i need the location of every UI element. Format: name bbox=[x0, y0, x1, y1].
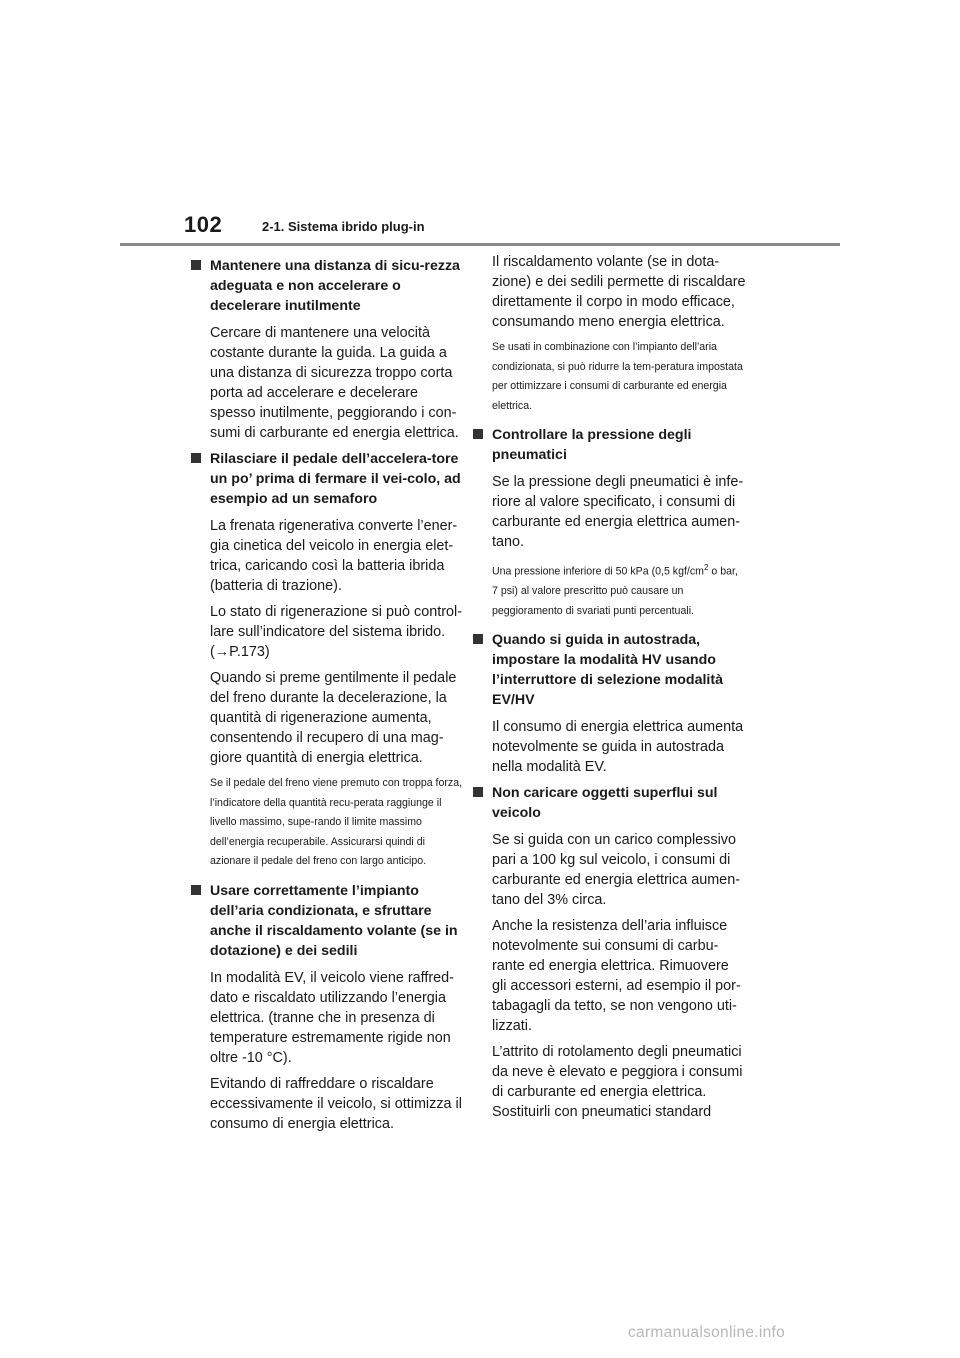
note-part: Una pressione inferiore di 50 kPa (0,5 kgf/cm bbox=[492, 565, 704, 578]
heading-distance bbox=[191, 256, 464, 316]
paragraph: La frenata rigenerativa converte l’ener-gia cinetica del veicolo in energia elet-trica, caricando così la batteria ibrida (batteria di trazione). bbox=[210, 518, 458, 594]
square-bullet-icon bbox=[473, 634, 483, 644]
heading-tire-pressure bbox=[473, 425, 746, 465]
watermark-text: carmanualsonline.info bbox=[628, 1324, 786, 1341]
square-bullet-icon bbox=[191, 885, 201, 895]
paragraph: Il riscaldamento volante (se in dota-zione) e dei sedili permette di riscaldare direttamente il corpo in modo efficace, consumando meno energia elettrica. bbox=[492, 254, 746, 330]
paragraph: In modalità EV, il veicolo viene raffred-dato e riscaldato utilizzando l’energia elettrica. (tranne che in presenza di temperature estremamente rigide non oltre -10 °C). bbox=[210, 969, 454, 1066]
note-part: o bar, 7 psi) al valore prescritto può causare un peggioramento di svariati punti percentuali. bbox=[492, 565, 738, 617]
paragraph: Se si guida con un carico complessivo pari a 100 kg sul veicolo, i consumi di carburante ed energia elettrica aumen-tano del 3% circa. bbox=[492, 832, 740, 909]
heading-highway-mode bbox=[473, 630, 746, 710]
left-column bbox=[210, 252, 464, 1140]
paragraph: Se la pressione degli pneumatici è infe-riore al valore specificato, i consumi di carburante ed energia elettrica aumen-tano. bbox=[492, 474, 744, 550]
heading-text: Mantenere una distanza di sicu-rezza adeguata e non accelerare o decelerare inutilmente bbox=[210, 258, 460, 314]
heading-load bbox=[473, 783, 746, 823]
heading-text: Usare correttamente l’impianto dell’aria condizionata, e sfruttare anche il riscaldamento volante (se in dotazione) e dei sedili bbox=[210, 882, 458, 959]
superscript: 2 bbox=[703, 563, 709, 572]
square-bullet-icon bbox=[473, 787, 483, 797]
section-title: 2-1. Sistema ibrido plug-in bbox=[262, 219, 425, 234]
paragraph: L’attrito di rotolamento degli pneumatici da neve è elevato e peggiora i consumi di carburante ed energia elettrica. Sostituirli con pneumatici standard bbox=[492, 1044, 743, 1121]
heading-text: Controllare la pressione degli pneumatici bbox=[492, 427, 692, 463]
paragraph: Lo stato di rigenerazione si può control-lare sull’indicatore del sistema ibrido. (→P.173) bbox=[210, 604, 462, 660]
paragraph: Evitando di raffreddare o riscaldare eccessivamente il veicolo, si ottimizza il consumo di energia elettrica. bbox=[210, 1075, 462, 1132]
heading-air-conditioning bbox=[191, 881, 464, 961]
note-text: Se usati in combinazione con l’impianto dell’aria condizionata, si può ridurre la tem-peratura impostata per ottimizzare i consumi di carburante ed energia elettrica. bbox=[492, 341, 743, 412]
heading-text: Rilasciare il pedale dell’accelera-tore un po’ prima di fermare il vei-colo, ad esempio ad un semaforo bbox=[210, 451, 461, 507]
paragraph: Anche la resistenza dell’aria influisce notevolmente sui consumi di carbu-rante ed energia elettrica. Rimuovere gli accessori esterni, ad esempio il por-tabagagli da tetto, se non vengono uti-lizzati. bbox=[492, 918, 741, 1035]
page-number: 102 bbox=[184, 212, 223, 237]
heading-text: Quando si guida in autostrada, impostare la modalità HV usando l’interruttore di selezione modalità EV/HV bbox=[492, 632, 723, 709]
heading-accelerator bbox=[191, 449, 464, 509]
square-bullet-icon bbox=[473, 429, 483, 439]
heading-text: Non caricare oggetti superflui sul veicolo bbox=[492, 785, 718, 822]
note-text: Se il pedale del freno viene premuto con troppa forza, l’indicatore della quantità recu-perata raggiunge il livello massimo, supe-rando il limite massimo dell’energia recuperabile. Assicurarsi quindi di azionare il pedale del freno con largo anticipo. bbox=[210, 777, 463, 867]
square-bullet-icon bbox=[191, 453, 201, 463]
right-column bbox=[492, 252, 746, 1128]
square-bullet-icon bbox=[191, 260, 201, 270]
note-text bbox=[492, 558, 746, 621]
paragraph: Cercare di mantenere una velocità costante durante la guida. La guida a una distanza di sicurezza troppo corta porta ad accelerare e decelerare spesso inutilmente, peggiorando i con-sumi di carburante ed energia elettrica. bbox=[210, 325, 459, 441]
paragraph: Quando si preme gentilmente il pedale del freno durante la decelerazione, la quantità di rigenerazione aumenta, consentendo il recupero di una mag-giore quantità di energia elettrica. bbox=[210, 670, 457, 766]
header-divider bbox=[120, 243, 840, 246]
paragraph: Il consumo di energia elettrica aumenta notevolmente se guida in autostrada nella modalità EV. bbox=[492, 719, 744, 776]
